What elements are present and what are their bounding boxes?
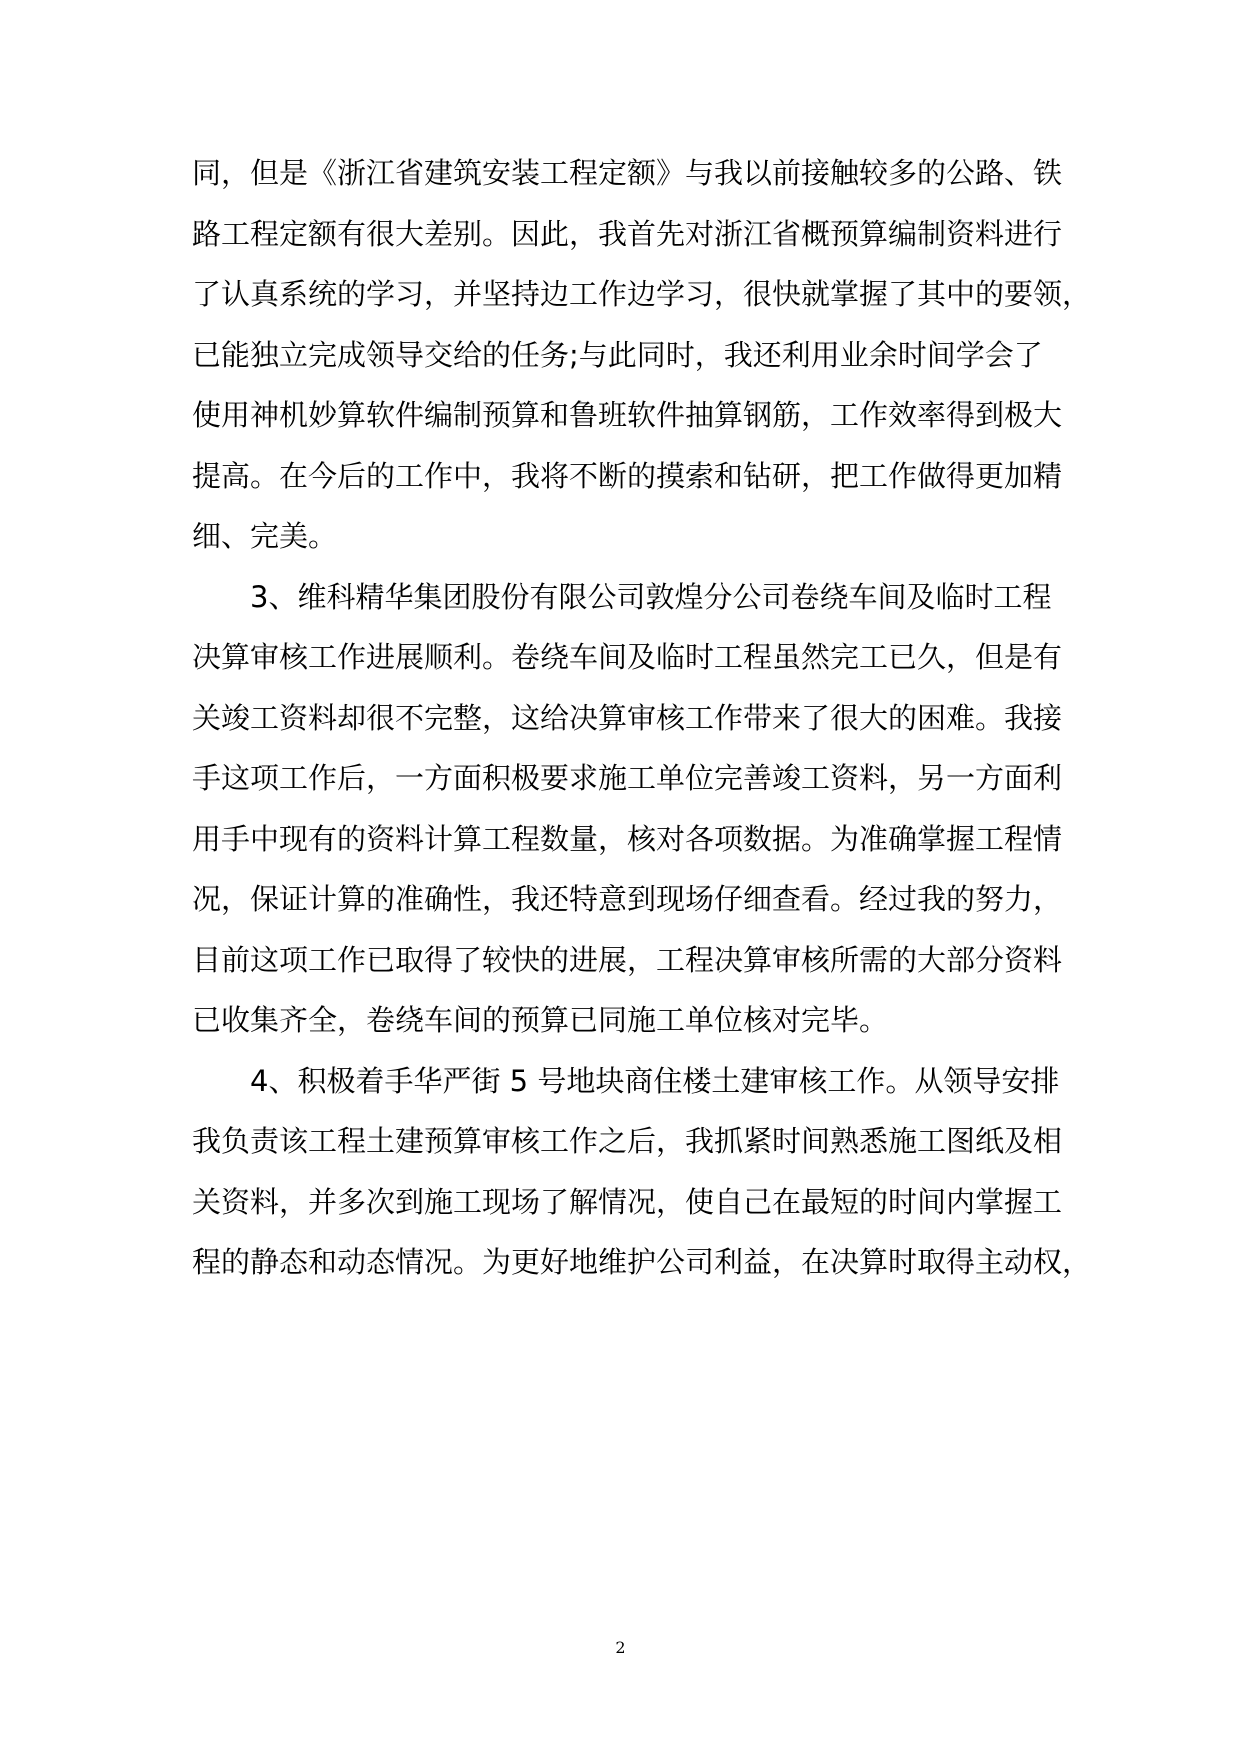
text-line: 决算审核工作进展顺利。卷绕车间及临时工程虽然完工已久，但是有 <box>192 640 1063 674</box>
text-line: 程的静态和动态情况。为更好地维护公司利益，在决算时取得主动权， <box>192 1245 1092 1279</box>
paragraph-4-first-line: 4、积极着手华严街 5 号地块商住楼土建审核工作。从领导安排 <box>250 1063 1060 1098</box>
text-line: 手这项工作后，一方面积极要求施工单位完善竣工资料，另一方面利 <box>192 761 1063 795</box>
text-line: 已能独立完成领导交给的任务;与此同时，我还利用业余时间学会了 <box>192 337 1043 372</box>
text-line: 关资料，并多次到施工现场了解情况，使自己在最短的时间内掌握工 <box>192 1184 1063 1219</box>
text-line: 关竣工资料却很不完整，这给决算审核工作带来了很大的困难。我接 <box>192 700 1063 735</box>
paragraph-3-first-line: 3、维科精华集团股份有限公司敦煌分公司卷绕车间及临时工程 <box>250 579 1052 614</box>
text-line: 我负责该工程土建预算审核工作之后，我抓紧时间熟悉施工图纸及相 <box>192 1124 1063 1158</box>
text-line: 已收集齐全，卷绕车间的预算已同施工单位核对完毕。 <box>192 1003 889 1037</box>
text-line: 使用神机妙算软件编制预算和鲁班软件抽算钢筋，工作效率得到极大 <box>192 398 1063 432</box>
text-line: 了认真系统的学习，并坚持边工作边学习，很快就掌握了其中的要领， <box>192 277 1092 311</box>
text-line: 用手中现有的资料计算工程数量，核对各项数据。为准确掌握工程情 <box>192 821 1063 856</box>
text-line: 路工程定额有很大差别。因此，我首先对浙江省概预算编制资料进行 <box>192 216 1063 251</box>
page-number: 2 <box>615 1638 626 1657</box>
text-line: 目前这项工作已取得了较快的进展，工程决算审核所需的大部分资料 <box>192 942 1063 977</box>
text-line: 况，保证计算的准确性，我还特意到现场仔细查看。经过我的努力， <box>192 882 1063 916</box>
text-line: 提高。在今后的工作中，我将不断的摸索和钻研，把工作做得更加精 <box>192 458 1063 493</box>
text-line: 同，但是《浙江省建筑安装工程定额》与我以前接触较多的公路、铁 <box>192 156 1063 190</box>
body-text <box>192 143 1092 1293</box>
text-line: 细、完美。 <box>192 519 338 553</box>
